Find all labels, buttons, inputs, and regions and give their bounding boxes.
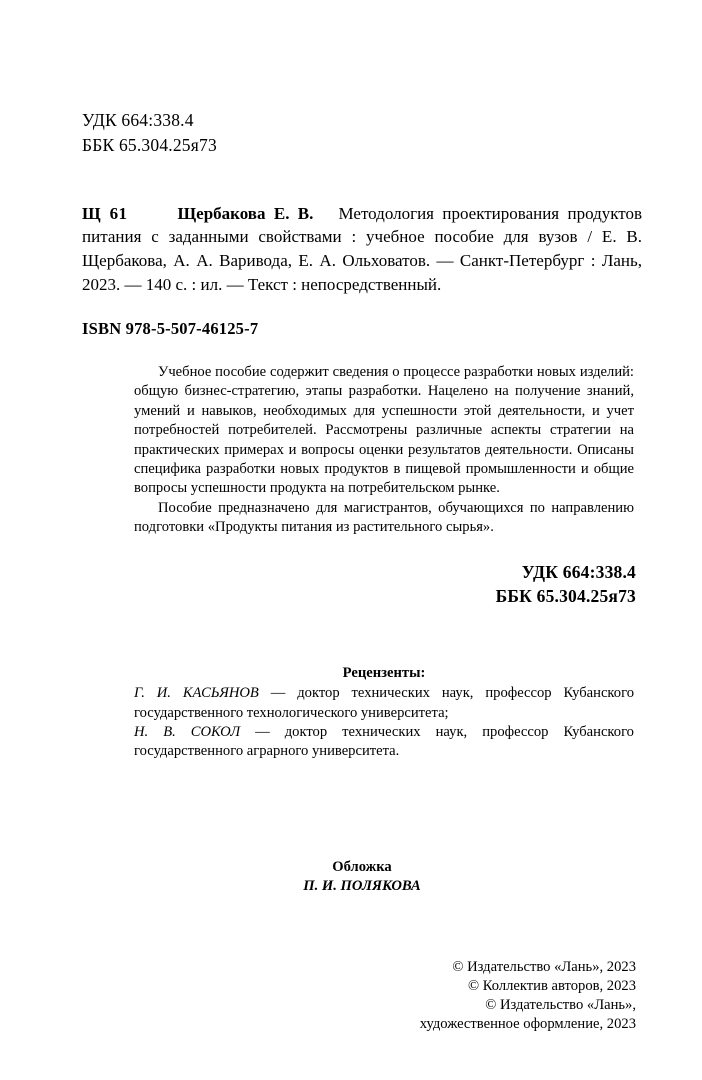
reviewer-name-2: Н. В. СОКОЛ [134,724,241,741]
reviewer-name-1: Г. И. КАСЬЯНОВ [134,685,259,702]
udk-bbk-bottom-block [82,560,642,610]
bibliographic-record [82,202,642,297]
reviewer-text-2: — доктор технических наук, профессор Кубанского государственного аграрного университета. [134,724,634,760]
cover-credit-block [82,858,642,896]
annotation-paragraph-1: Учебное пособие содержит сведения о процессе разработки новых изделий: общую бизнес-стратегию, этапы разработки. Нацелено на получение знаний, умений и навыков, необходимых для успешности этой деятельности, и учет потребностей потребителей. Рассмотрены различные аспекты стратегии на практических примерах и вопросы оценки результатов деятельности. Описаны специфика разработки новых продуктов в пищевой промышленности и общие вопросы успешности продукта на потребительском рынке. [134,363,634,497]
copyright-line-1: © Издательство «Лань», 2023 [452,958,636,975]
isbn: ISBN 978-5-507-46125-7 [82,318,259,338]
shelf-cipher: Щ 61 [82,203,128,223]
udk-bbk-top-block [82,108,642,158]
record-description: Методология проектирования продуктов питания с заданными свойствами : учебное пособие для вузов / Е. В. Щербакова, А. А. Варивода, Е. А. Ольховатов. — Санкт-Петербург : Лань, 2023. — 140 с. : ил. — Текст : непосредственный. [82,203,643,295]
reviewers-block [134,665,634,762]
page-content [82,108,642,1034]
udk-bottom: УДК 664:338.4 [521,561,636,582]
annotation-block [134,363,634,538]
udk-top: УДК 664:338.4 [82,110,194,130]
reviewers-title: Рецензенты: [342,665,426,682]
reviewer-text-1: — доктор технических наук, профессор Кубанского государственного технологического университета; [134,685,634,721]
reviewer-entry-1 [134,684,634,723]
copyright-line-4: художественное оформление, 2023 [405,1015,636,1032]
copyright-line-3: © Издательство «Лань», [485,996,636,1013]
copyright-line-2: © Коллектив авторов, 2023 [468,977,636,994]
annotation-paragraph-2: Пособие предназначено для магистрантов, обучающихся по направлению подготовки «Продукты питания из растительного сырья». [134,499,634,536]
reviewer-entry-2 [134,723,634,762]
bbk-bottom: ББК 65.304.25я73 [495,586,636,607]
cover-label: Обложка [332,858,392,875]
bbk-top: ББК 65.304.25я73 [82,134,217,155]
copyright-block [82,958,642,1034]
cover-designer-name: П. И. ПОЛЯКОВА [303,877,421,894]
record-author: Щербакова Е. В. [177,203,314,223]
